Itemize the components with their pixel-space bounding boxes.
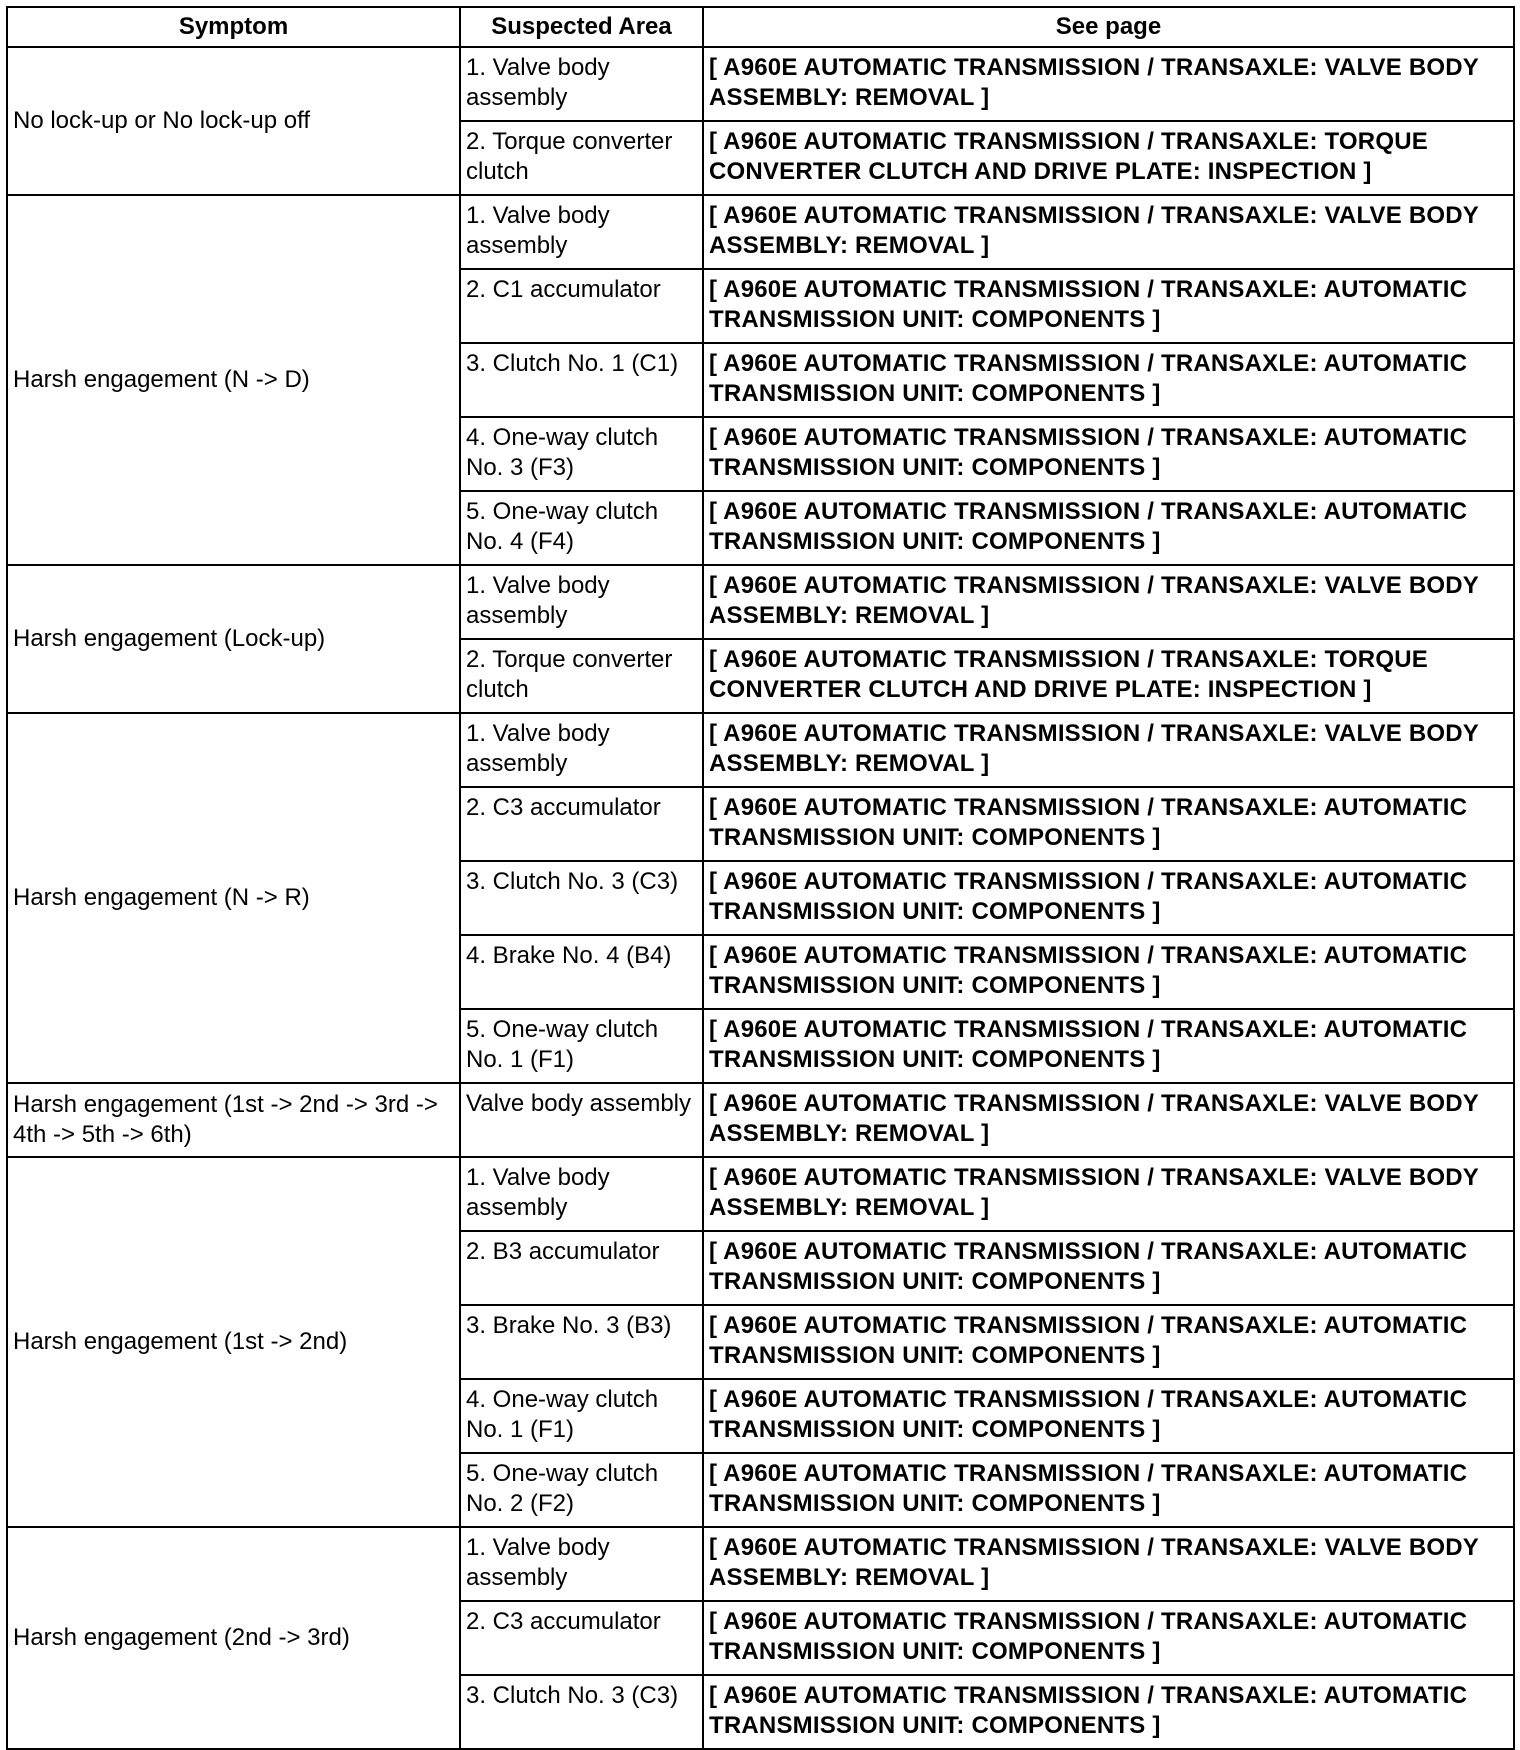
suspected-area-cell: 2. Torque converter clutch bbox=[460, 639, 703, 713]
see-page-link[interactable]: [ A960E AUTOMATIC TRANSMISSION / TRANSAXLE: VALVE BODY ASSEMBLY: REMOVAL ] bbox=[703, 713, 1514, 787]
see-page-link[interactable]: [ A960E AUTOMATIC TRANSMISSION / TRANSAXLE: AUTOMATIC TRANSMISSION UNIT: COMPONENTS ] bbox=[703, 491, 1514, 565]
see-page-link[interactable]: [ A960E AUTOMATIC TRANSMISSION / TRANSAXLE: AUTOMATIC TRANSMISSION UNIT: COMPONENTS ] bbox=[703, 343, 1514, 417]
symptom-cell: Harsh engagement (N -> D) bbox=[7, 195, 460, 565]
see-page-link[interactable]: [ A960E AUTOMATIC TRANSMISSION / TRANSAXLE: AUTOMATIC TRANSMISSION UNIT: COMPONENTS ] bbox=[703, 1305, 1514, 1379]
see-page-link[interactable]: [ A960E AUTOMATIC TRANSMISSION / TRANSAXLE: VALVE BODY ASSEMBLY: REMOVAL ] bbox=[703, 1157, 1514, 1231]
table-row bbox=[7, 1083, 1514, 1157]
suspected-area-cell: 3. Clutch No. 1 (C1) bbox=[460, 343, 703, 417]
table-row bbox=[7, 1527, 1514, 1601]
header-symptom: Symptom bbox=[7, 7, 460, 47]
header-suspected-area: Suspected Area bbox=[460, 7, 703, 47]
suspected-area-cell: 1. Valve body assembly bbox=[460, 565, 703, 639]
see-page-link[interactable]: [ A960E AUTOMATIC TRANSMISSION / TRANSAXLE: AUTOMATIC TRANSMISSION UNIT: COMPONENTS ] bbox=[703, 269, 1514, 343]
suspected-area-cell: 2. Torque converter clutch bbox=[460, 121, 703, 195]
suspected-area-cell: 1. Valve body assembly bbox=[460, 1527, 703, 1601]
see-page-link[interactable]: [ A960E AUTOMATIC TRANSMISSION / TRANSAXLE: AUTOMATIC TRANSMISSION UNIT: COMPONENTS ] bbox=[703, 1675, 1514, 1749]
suspected-area-cell: 2. C1 accumulator bbox=[460, 269, 703, 343]
suspected-area-cell: 5. One-way clutch No. 1 (F1) bbox=[460, 1009, 703, 1083]
header-row bbox=[7, 7, 1514, 47]
see-page-link[interactable]: [ A960E AUTOMATIC TRANSMISSION / TRANSAXLE: TORQUE CONVERTER CLUTCH AND DRIVE PLATE: INSPECTION ] bbox=[703, 639, 1514, 713]
see-page-link[interactable]: [ A960E AUTOMATIC TRANSMISSION / TRANSAXLE: AUTOMATIC TRANSMISSION UNIT: COMPONENTS ] bbox=[703, 1379, 1514, 1453]
see-page-link[interactable]: [ A960E AUTOMATIC TRANSMISSION / TRANSAXLE: VALVE BODY ASSEMBLY: REMOVAL ] bbox=[703, 1527, 1514, 1601]
suspected-area-cell: 5. One-way clutch No. 4 (F4) bbox=[460, 491, 703, 565]
table-row bbox=[7, 195, 1514, 269]
suspected-area-cell: 1. Valve body assembly bbox=[460, 47, 703, 121]
symptom-cell: Harsh engagement (Lock-up) bbox=[7, 565, 460, 713]
table-row bbox=[7, 713, 1514, 787]
suspected-area-cell: 4. Brake No. 4 (B4) bbox=[460, 935, 703, 1009]
see-page-link[interactable]: [ A960E AUTOMATIC TRANSMISSION / TRANSAXLE: VALVE BODY ASSEMBLY: REMOVAL ] bbox=[703, 565, 1514, 639]
suspected-area-cell: Valve body assembly bbox=[460, 1083, 703, 1157]
see-page-link[interactable]: [ A960E AUTOMATIC TRANSMISSION / TRANSAXLE: AUTOMATIC TRANSMISSION UNIT: COMPONENTS ] bbox=[703, 1009, 1514, 1083]
symptom-table bbox=[6, 6, 1515, 1750]
symptom-cell: No lock-up or No lock-up off bbox=[7, 47, 460, 195]
suspected-area-cell: 5. One-way clutch No. 2 (F2) bbox=[460, 1453, 703, 1527]
table-row bbox=[7, 47, 1514, 121]
see-page-link[interactable]: [ A960E AUTOMATIC TRANSMISSION / TRANSAXLE: AUTOMATIC TRANSMISSION UNIT: COMPONENTS ] bbox=[703, 417, 1514, 491]
table-body bbox=[7, 47, 1514, 1749]
see-page-link[interactable]: [ A960E AUTOMATIC TRANSMISSION / TRANSAXLE: TORQUE CONVERTER CLUTCH AND DRIVE PLATE: INSPECTION ] bbox=[703, 121, 1514, 195]
header-see-page: See page bbox=[703, 7, 1514, 47]
suspected-area-cell: 4. One-way clutch No. 3 (F3) bbox=[460, 417, 703, 491]
see-page-link[interactable]: [ A960E AUTOMATIC TRANSMISSION / TRANSAXLE: AUTOMATIC TRANSMISSION UNIT: COMPONENTS ] bbox=[703, 787, 1514, 861]
suspected-area-cell: 1. Valve body assembly bbox=[460, 195, 703, 269]
suspected-area-cell: 2. C3 accumulator bbox=[460, 1601, 703, 1675]
suspected-area-cell: 3. Clutch No. 3 (C3) bbox=[460, 861, 703, 935]
see-page-link[interactable]: [ A960E AUTOMATIC TRANSMISSION / TRANSAXLE: VALVE BODY ASSEMBLY: REMOVAL ] bbox=[703, 195, 1514, 269]
see-page-link[interactable]: [ A960E AUTOMATIC TRANSMISSION / TRANSAXLE: AUTOMATIC TRANSMISSION UNIT: COMPONENTS ] bbox=[703, 1453, 1514, 1527]
suspected-area-cell: 1. Valve body assembly bbox=[460, 713, 703, 787]
see-page-link[interactable]: [ A960E AUTOMATIC TRANSMISSION / TRANSAXLE: VALVE BODY ASSEMBLY: REMOVAL ] bbox=[703, 1083, 1514, 1157]
see-page-link[interactable]: [ A960E AUTOMATIC TRANSMISSION / TRANSAXLE: AUTOMATIC TRANSMISSION UNIT: COMPONENTS ] bbox=[703, 861, 1514, 935]
see-page-link[interactable]: [ A960E AUTOMATIC TRANSMISSION / TRANSAXLE: AUTOMATIC TRANSMISSION UNIT: COMPONENTS ] bbox=[703, 935, 1514, 1009]
suspected-area-cell: 3. Brake No. 3 (B3) bbox=[460, 1305, 703, 1379]
see-page-link[interactable]: [ A960E AUTOMATIC TRANSMISSION / TRANSAXLE: AUTOMATIC TRANSMISSION UNIT: COMPONENTS ] bbox=[703, 1231, 1514, 1305]
suspected-area-cell: 2. C3 accumulator bbox=[460, 787, 703, 861]
suspected-area-cell: 4. One-way clutch No. 1 (F1) bbox=[460, 1379, 703, 1453]
symptom-cell: Harsh engagement (1st -> 2nd) bbox=[7, 1157, 460, 1527]
symptom-cell: Harsh engagement (N -> R) bbox=[7, 713, 460, 1083]
see-page-link[interactable]: [ A960E AUTOMATIC TRANSMISSION / TRANSAXLE: AUTOMATIC TRANSMISSION UNIT: COMPONENTS ] bbox=[703, 1601, 1514, 1675]
table-row bbox=[7, 1157, 1514, 1231]
table-row bbox=[7, 565, 1514, 639]
suspected-area-cell: 2. B3 accumulator bbox=[460, 1231, 703, 1305]
see-page-link[interactable]: [ A960E AUTOMATIC TRANSMISSION / TRANSAXLE: VALVE BODY ASSEMBLY: REMOVAL ] bbox=[703, 47, 1514, 121]
symptom-cell: Harsh engagement (1st -> 2nd -> 3rd -> 4th -> 5th -> 6th) bbox=[7, 1083, 460, 1157]
symptom-cell: Harsh engagement (2nd -> 3rd) bbox=[7, 1527, 460, 1749]
suspected-area-cell: 3. Clutch No. 3 (C3) bbox=[460, 1675, 703, 1749]
suspected-area-cell: 1. Valve body assembly bbox=[460, 1157, 703, 1231]
